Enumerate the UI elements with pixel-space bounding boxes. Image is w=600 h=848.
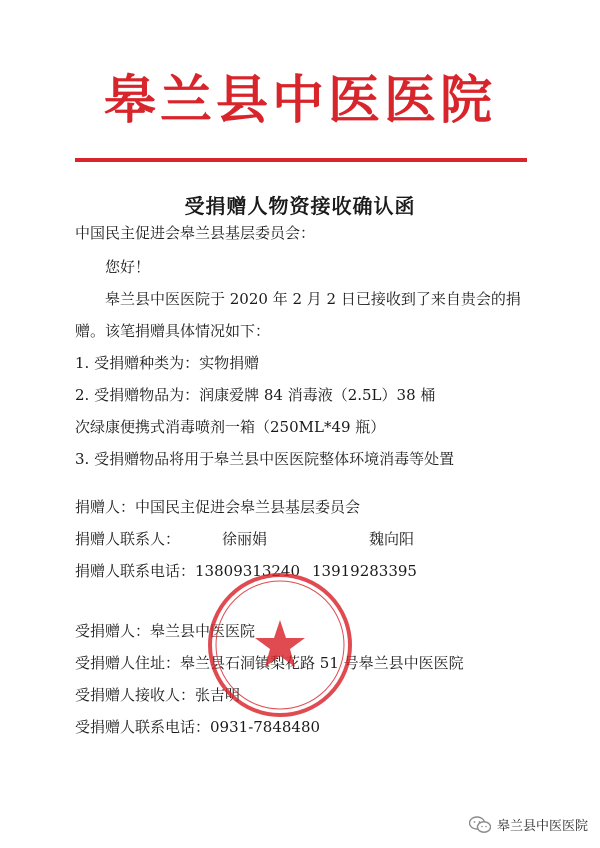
wechat-icon — [469, 816, 491, 834]
document-title: 受捐赠人物资接收确认函 — [184, 194, 416, 218]
recipient-receiver: 张吉明 — [195, 686, 241, 704]
donor-name: 中国民主促进会皋兰县基层委员会 — [135, 498, 361, 516]
wechat-account-name: 皋兰县中医医院 — [496, 819, 588, 834]
red-star-seal-icon — [205, 570, 355, 720]
recipient-receiver-label: 受捐赠人接收人： — [75, 686, 196, 704]
donor-name-row — [75, 496, 360, 517]
recipient-phone-label: 受捐赠人联系电话： — [75, 718, 211, 736]
list-item-3: 3. 受捐赠物品将用于皋兰县中医医院整体环境消毒等处置 — [75, 450, 455, 468]
salutation: 中国民主促进会皋兰县基层委员会： — [75, 224, 316, 242]
letterhead-divider — [75, 158, 527, 162]
donor-contact-row — [75, 528, 414, 549]
list-item-2-line-1: 2. 受捐赠物品为：润康爱牌 84 消毒液（2.5L）38 桶 — [75, 386, 436, 404]
donor-phone-1: 13809313240 — [195, 562, 300, 580]
donor-contact-2: 魏向阳 — [369, 530, 415, 548]
body-paragraph-line-2: 赠。该笔捐赠具体情况如下： — [75, 322, 271, 340]
body-paragraph-line-1: 皋兰县中医医院于 2020 年 2 月 2 日已接收到了来自贵会的捐 — [105, 290, 521, 308]
wechat-account-footer[interactable] — [469, 815, 588, 834]
recipient-address: 皋兰县石洞镇梨花路 51 号皋兰县中医医院 — [180, 654, 464, 672]
recipient-name-label: 受捐赠人： — [75, 622, 151, 640]
recipient-address-label: 受捐赠人住址： — [75, 654, 181, 672]
donor-name-label: 捐赠人： — [75, 498, 136, 516]
letterhead: 皋兰县中医医院 — [103, 70, 496, 131]
greeting: 您好！ — [105, 258, 151, 276]
list-item-2-line-2: 次绿康便携式消毒喷剂一箱（250ML*49 瓶） — [75, 418, 386, 436]
recipient-name: 皋兰县中医医院 — [150, 622, 256, 640]
donor-phone-label: 捐赠人联系电话： — [75, 562, 196, 580]
list-item-1: 1. 受捐赠种类为：实物捐赠 — [75, 354, 260, 372]
donor-contact-label: 捐赠人联系人： — [75, 530, 181, 548]
donor-contact-1: 徐丽娟 — [222, 530, 268, 548]
donor-phone-2: 13919283395 — [312, 562, 417, 580]
recipient-phone: 0931-7848480 — [210, 718, 321, 736]
